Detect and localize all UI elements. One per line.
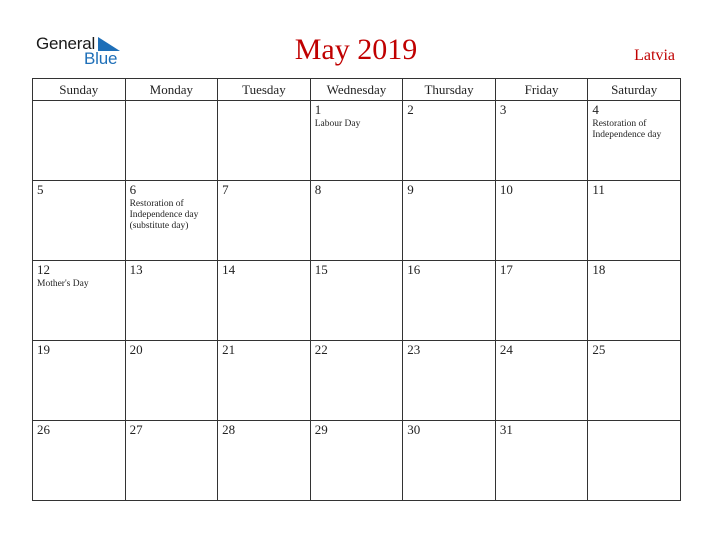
holiday-label: Labour Day [314,119,361,129]
day-number: 15 [314,262,328,277]
day-number: 28 [222,422,236,437]
day-cell [495,421,588,501]
day-number: 20 [129,342,143,357]
day-number: 24 [499,342,513,357]
day-cell [310,101,403,181]
day-number: 19 [37,342,50,357]
day-number: 25 [592,342,606,357]
holiday-label: Restoration of Independence day (substitute day) [129,199,199,231]
day-cell [403,261,496,341]
day-number: 1 [314,102,322,117]
day-number: 13 [129,262,143,277]
day-cell [403,341,496,421]
day-cell [495,341,588,421]
day-number: 5 [37,182,44,197]
day-number: 18 [592,262,606,277]
day-cell [495,181,588,261]
day-number: 7 [222,182,229,197]
day-number: 6 [129,182,137,197]
day-number: 9 [407,182,414,197]
weekday-header: Sunday [33,79,126,101]
week-row [33,101,681,181]
day-cell [125,421,218,501]
day-cell [125,101,218,181]
day-cell [33,101,126,181]
day-number: 10 [499,182,513,197]
day-cell [588,341,681,421]
day-cell [125,341,218,421]
country-label: Latvia [634,47,675,64]
logo-text-general: General [36,34,96,53]
day-cell [125,181,218,261]
day-cell [33,341,126,421]
week-row [33,341,681,421]
day-number: 30 [407,422,421,437]
day-cell [495,261,588,341]
day-cell [125,261,218,341]
calendar-body [33,101,681,501]
day-cell [588,261,681,341]
day-number: 17 [499,262,513,277]
day-cell [218,341,311,421]
day-cell [310,181,403,261]
day-number: 23 [407,342,421,357]
day-cell [588,101,681,181]
day-number: 2 [407,102,414,117]
calendar-grid [32,78,681,501]
day-cell [403,181,496,261]
day-cell [310,341,403,421]
calendar-title: May 2019 [294,33,418,66]
day-cell [310,261,403,341]
logo-text-blue: Blue [84,49,118,68]
day-cell [218,101,311,181]
weekday-header: Monday [125,79,218,101]
day-cell [588,421,681,501]
day-cell [310,421,403,501]
day-cell [33,421,126,501]
day-number: 31 [499,422,513,437]
holiday-label: Restoration of Independence day [592,119,662,140]
day-cell [218,421,311,501]
weekday-header-row [33,79,681,101]
day-cell [218,261,311,341]
day-number: 8 [314,182,322,197]
day-cell [33,181,126,261]
day-cell [403,101,496,181]
holiday-label: Mother's Day [37,279,89,289]
weekday-header: Tuesday [218,79,311,101]
weekday-header: Wednesday [310,79,403,101]
day-number: 14 [222,262,236,277]
week-row [33,421,681,501]
day-cell [495,101,588,181]
week-row [33,261,681,341]
weekday-header: Friday [495,79,588,101]
day-cell [33,261,126,341]
weekday-header: Thursday [403,79,496,101]
day-cell [588,181,681,261]
day-number: 21 [222,342,236,357]
day-cell [403,421,496,501]
week-row [33,181,681,261]
day-cell [218,181,311,261]
day-number: 12 [37,262,50,277]
day-number: 3 [499,102,507,117]
day-number: 22 [314,342,328,357]
day-number: 4 [592,102,599,117]
weekday-header: Saturday [588,79,681,101]
day-number: 26 [37,422,50,437]
day-number: 29 [314,422,328,437]
day-number: 11 [592,182,605,197]
day-number: 27 [129,422,143,437]
day-number: 16 [407,262,421,277]
